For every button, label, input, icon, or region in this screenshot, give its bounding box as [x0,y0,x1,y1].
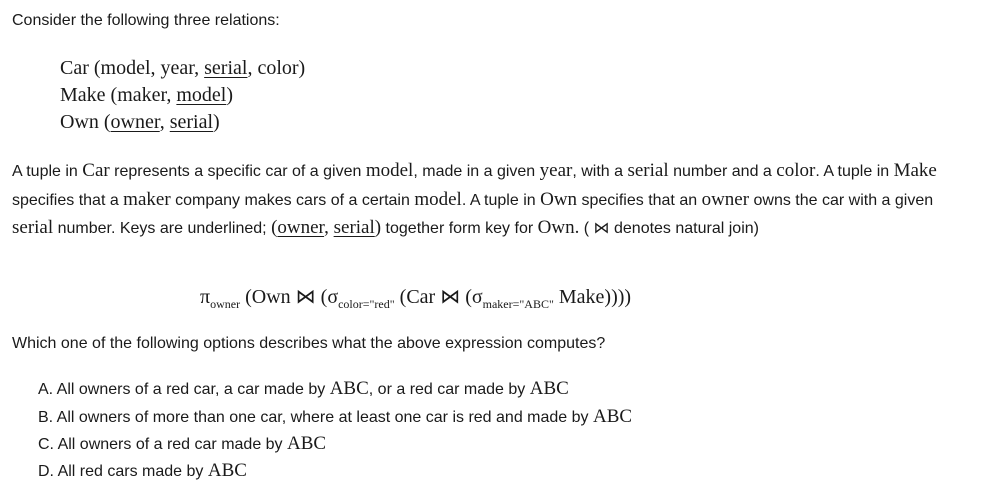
text-segment: company makes cars of a certain [170,191,415,209]
text-segment: specifies that a [12,191,124,209]
math-term: ABC [329,378,369,399]
math-term: Own [540,188,578,210]
math-term: Own. [537,217,580,238]
option-d[interactable] [38,460,247,482]
text-segment: , color) [247,57,306,79]
text-segment: ) [213,111,220,133]
math-term: , [324,217,334,238]
text-segment: specifies that an [577,191,702,209]
relation-make [60,82,233,109]
math-term: ABC [207,460,247,481]
text-segment: . A tuple in [461,191,541,209]
text-segment: serial [204,57,248,79]
text-segment: Make)))) [553,286,632,308]
text-segment: (Own ⋈ (σ [240,286,339,308]
description-paragraph [12,157,972,243]
text-segment: number and a [668,163,777,180]
math-term: ABC [287,433,327,454]
math-term: owner [701,188,750,210]
text-segment: , or a red car made by [368,381,530,398]
text-segment: model [176,84,227,106]
math-term: Make [893,160,937,181]
text-segment: A. All owners of a red car, a car made by [38,381,330,398]
math-term: Car [82,160,110,181]
text-segment: Own ( [60,111,111,133]
math-term: ABC [529,378,569,399]
text-segment: ) [226,84,234,106]
text-segment: (Car ⋈ (σ [394,286,483,308]
math-term: model [414,188,462,210]
text-segment: B. All owners of more than one car, where at least one car is red and made by [38,409,593,426]
relational-algebra-expression [200,284,631,312]
math-term: maker [123,188,171,210]
math-term: ( [271,217,278,238]
math-term: serial [12,217,54,238]
question-text: Which one of the following options describes what the above expression computes? [12,335,606,352]
math-term: ABC [592,406,633,427]
text-segment: A tuple in [12,163,83,180]
text-segment: owns the car with a given [749,191,934,209]
text-segment: together form key for [381,220,538,237]
subscript: maker="ABC" [482,297,554,311]
text-segment: represents a specific car of a given [109,163,366,180]
text-segment: Car (model, year, [60,57,205,79]
math-term: model [365,160,414,181]
text-segment: C. All owners of a red car made by [38,436,287,453]
relation-own [60,109,220,136]
option-b[interactable] [38,406,632,428]
subscript: owner [210,297,241,311]
math-term: color [776,160,816,181]
math-term: serial [627,160,669,181]
text-segment: π [200,286,211,308]
math-term: owner [277,217,325,238]
text-segment: , with a [572,163,628,180]
text-segment: , made in a given [413,163,540,180]
intro-text: Consider the following three relations: [12,12,280,29]
text-segment: owner [110,111,160,133]
text-segment: Make (maker, [60,84,177,106]
relation-car [60,55,305,82]
text-segment: serial [169,111,214,133]
option-a[interactable] [38,378,569,400]
text-segment: . A tuple in [815,163,894,180]
text-segment: , [159,111,170,133]
text-segment: D. All red cars made by [38,463,208,480]
subscript: color="red" [338,297,395,311]
math-term: year [539,160,573,181]
math-term: serial [333,217,375,238]
text-segment: number. Keys are underlined; [53,220,272,237]
option-c[interactable] [38,433,326,455]
math-term: ) [374,217,382,238]
text-segment: ( ⋈ denotes natural join) [579,220,759,237]
